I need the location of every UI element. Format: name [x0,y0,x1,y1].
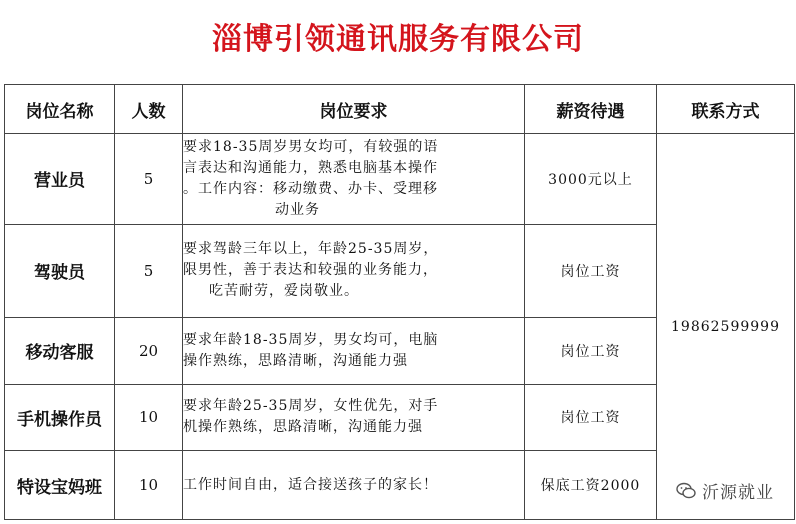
contact-phone: 19862599999 [671,318,780,335]
page-title: 淄博引领通讯服务有限公司 [212,22,584,57]
requirement-line: 要求驾龄三年以上，年龄25-35周岁， [183,241,439,258]
header-count: 人数 [115,85,183,134]
requirements-cell [183,134,525,225]
requirements-cell [183,451,525,520]
requirement-line: 操作熟练，思路清晰，沟通能力强 [183,352,408,369]
requirement-line: 工作时间自由，适合接送孩子的家长！ [183,476,438,493]
count-cell: 10 [115,451,183,520]
job-table [4,84,795,520]
contact-cell [657,134,795,520]
header-position: 岗位名称 [5,85,115,134]
position-cell: 手机操作员 [5,384,115,451]
requirement-line: 吃苦耐劳，爱岗敬业。 [209,283,359,300]
salary-cell: 3000元以上 [525,134,657,225]
header-salary: 薪资待遇 [525,85,657,134]
requirement-line: 要求年龄25-35周岁，女性优先，对手 [183,398,439,415]
requirement-line: 机操作熟练，思路清晰，沟通能力强 [183,419,423,436]
salary-cell: 保底工资2000 [525,451,657,520]
count-cell: 5 [115,224,183,317]
salary-cell: 岗位工资 [525,224,657,317]
requirement-line: 。工作内容：移动缴费、办卡、受理移 [183,180,438,197]
requirement-line: 限男性，善于表达和较强的业务能力， [183,262,438,279]
salary-cell: 岗位工资 [525,317,657,384]
table-row [5,134,795,225]
header-row [5,85,795,134]
count-cell: 10 [115,384,183,451]
position-cell: 营业员 [5,134,115,225]
count-cell: 5 [115,134,183,225]
requirements-cell [183,224,525,317]
watermark [676,478,774,503]
requirement-line: 动业务 [275,201,320,218]
header-contact: 联系方式 [657,85,795,134]
wechat-icon [676,482,696,500]
requirement-line: 要求18-35周岁男女均可，有较强的语 [183,138,439,155]
requirement-line: 言表达和沟通能力，熟悉电脑基本操作 [183,159,438,176]
requirements-cell [183,384,525,451]
count-cell: 20 [115,317,183,384]
requirements-cell [183,317,525,384]
position-cell: 驾驶员 [5,224,115,317]
header-requirements: 岗位要求 [183,85,525,134]
position-cell: 特设宝妈班 [5,451,115,520]
requirement-line: 要求年龄18-35周岁，男女均可，电脑 [183,331,439,348]
salary-cell: 岗位工资 [525,384,657,451]
position-cell: 移动客服 [5,317,115,384]
watermark-text: 沂源就业 [702,483,774,503]
